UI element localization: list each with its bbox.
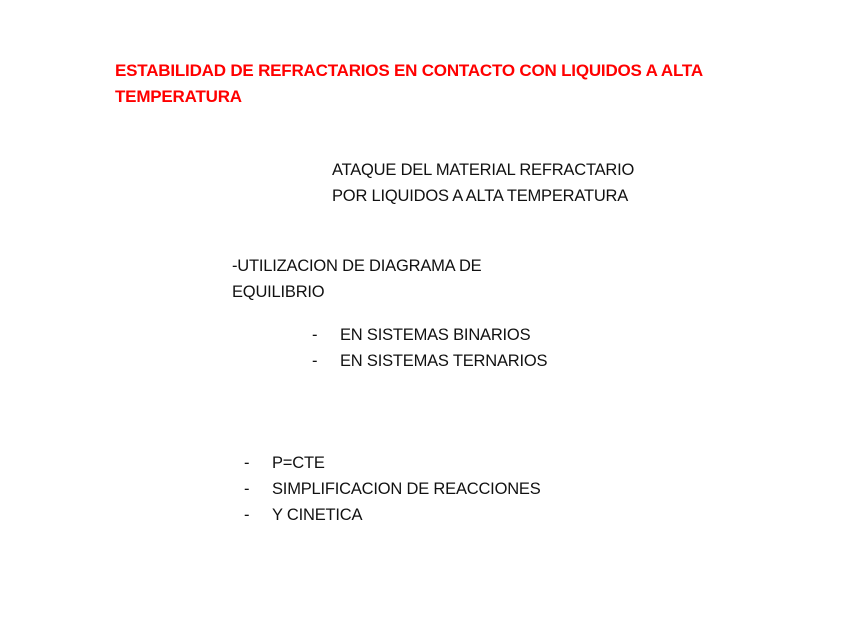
list-item <box>244 450 541 476</box>
diagram-usage-line-1: -UTILIZACION DE DIAGRAMA DE <box>232 257 482 275</box>
list-item <box>312 322 547 348</box>
list-item <box>244 502 541 528</box>
list-item <box>244 476 541 502</box>
systems-list <box>312 322 547 374</box>
dash-bullet: - <box>244 506 250 524</box>
list-item-text: Y CINETICA <box>272 506 363 524</box>
list-item-text: SIMPLIFICACION DE REACCIONES <box>272 480 541 498</box>
attack-heading <box>332 157 634 209</box>
list-item-text: P=CTE <box>272 454 325 472</box>
attack-heading-line-2: POR LIQUIDOS A ALTA TEMPERATURA <box>332 187 629 205</box>
dash-bullet: - <box>312 326 318 344</box>
diagram-usage-line-2: EQUILIBRIO <box>232 283 325 301</box>
list-item-text: EN SISTEMAS TERNARIOS <box>340 352 548 370</box>
diagram-usage-text <box>232 253 481 305</box>
list-item-text: EN SISTEMAS BINARIOS <box>340 326 531 344</box>
dash-bullet: - <box>244 454 250 472</box>
conditions-list <box>244 450 541 528</box>
attack-heading-line-1: ATAQUE DEL MATERIAL REFRACTARIO <box>332 161 635 179</box>
dash-bullet: - <box>244 480 250 498</box>
dash-bullet: - <box>312 352 318 370</box>
list-item <box>312 348 547 374</box>
slide-title: ESTABILIDAD DE REFRACTARIOS EN CONTACTO CON LIQUIDOS A ALTA TEMPERATURA <box>115 61 703 106</box>
